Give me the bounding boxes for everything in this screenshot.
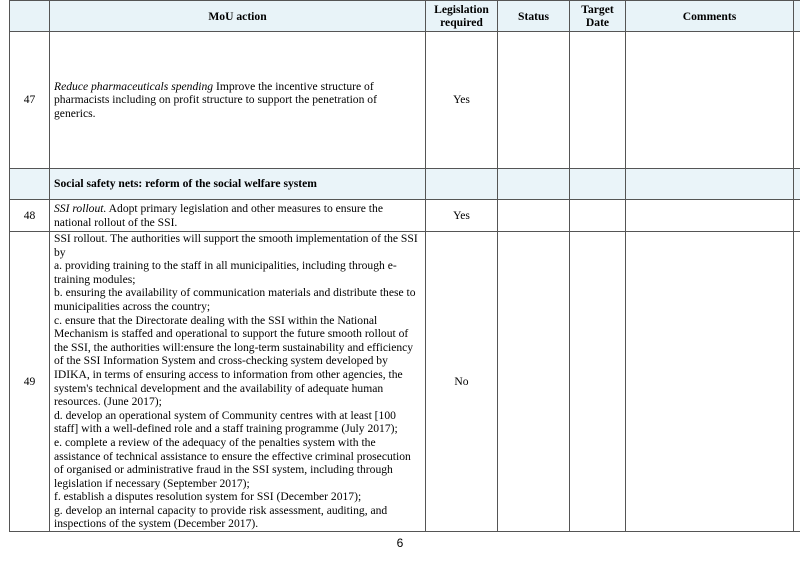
- row-target-date: [570, 200, 626, 232]
- section-cell: [626, 169, 794, 200]
- row-action-text: [50, 32, 426, 169]
- row-status: [498, 232, 570, 532]
- header-extra-cell: [794, 1, 800, 32]
- row-action-title: SSI rollout.: [54, 201, 107, 215]
- section-row: [10, 169, 800, 200]
- page-number: 6: [396, 536, 404, 550]
- row-action-body: Adopt primary legislation and other measures to ensure the national rollout of the SSI.: [54, 201, 383, 229]
- row-extra: [794, 232, 800, 532]
- row-action-text: [50, 200, 426, 232]
- row-legislation: No: [426, 232, 498, 532]
- header-mou-action: MoU action: [50, 1, 426, 32]
- row-number: 49: [10, 232, 50, 532]
- row-comments: [626, 232, 794, 532]
- action-line: SSI rollout. The authorities will support the smooth implementation of the SSI by: [54, 232, 418, 259]
- row-action-body: Improve the incentive structure of pharmacists including on profit structure to support the penetration of generics.: [54, 79, 377, 120]
- section-title: Social safety nets: reform of the social welfare system: [50, 169, 426, 200]
- action-line: b. ensuring the availability of communication materials and distribute these to municipalities across the country;: [54, 286, 416, 313]
- section-cell: [498, 169, 570, 200]
- header-status: Status: [498, 1, 570, 32]
- row-action-title: Reduce pharmaceuticals spending: [54, 79, 214, 93]
- table-row: [10, 232, 800, 532]
- action-line: a. providing training to the staff in all municipalities, including through e-training modules;: [54, 259, 397, 286]
- row-action-text: [50, 232, 426, 532]
- action-line: c. ensure that the Directorate dealing with the SSI within the National Mechanism is staffed and operational to support the future smooth rollout of the SSI, the authorities will:ensure the long-term sustainability and efficiency of the SSI Information System and cross-checking system developed by IDIKA, in terms of ensuring access to information from other agencies, the system's technical development and the availability of adequate human resources. (June 2017);: [54, 313, 414, 409]
- mou-action-table: [9, 0, 800, 532]
- action-line: f. establish a disputes resolution system for SSI (December 2017);: [54, 490, 362, 504]
- section-cell: [570, 169, 626, 200]
- table-header-row: [10, 1, 800, 32]
- row-status: [498, 32, 570, 169]
- row-target-date: [570, 232, 626, 532]
- header-number-cell: [10, 1, 50, 32]
- row-number: 47: [10, 32, 50, 169]
- row-number: 48: [10, 200, 50, 232]
- table-row: [10, 32, 800, 169]
- row-status: [498, 200, 570, 232]
- row-target-date: [570, 32, 626, 169]
- header-target-date: Target Date: [570, 1, 626, 32]
- section-cell: [426, 169, 498, 200]
- row-legislation: Yes: [426, 200, 498, 232]
- header-comments: Comments: [626, 1, 794, 32]
- section-cell: [794, 169, 800, 200]
- table-row: [10, 200, 800, 232]
- action-line: e. complete a review of the adequacy of the penalties system with the assistance of technical assistance to ensure the effective criminal prosecution of organised or administrative fraud in the SSI system, including through legislation if necessary (September 2017);: [54, 435, 411, 490]
- section-number-cell: [10, 169, 50, 200]
- action-line: g. develop an internal capacity to provide risk assessment, auditing, and inspections of the system (December 2017).: [54, 503, 388, 531]
- row-legislation: Yes: [426, 32, 498, 169]
- row-extra: [794, 200, 800, 232]
- action-line: d. develop an operational system of Community centres with at least [100 staff] with a well-defined role and a staff training programme (July 2017);: [54, 408, 398, 436]
- header-legislation-required: Legislation required: [426, 1, 498, 32]
- row-extra: [794, 32, 800, 169]
- row-comments: [626, 32, 794, 169]
- row-comments: [626, 200, 794, 232]
